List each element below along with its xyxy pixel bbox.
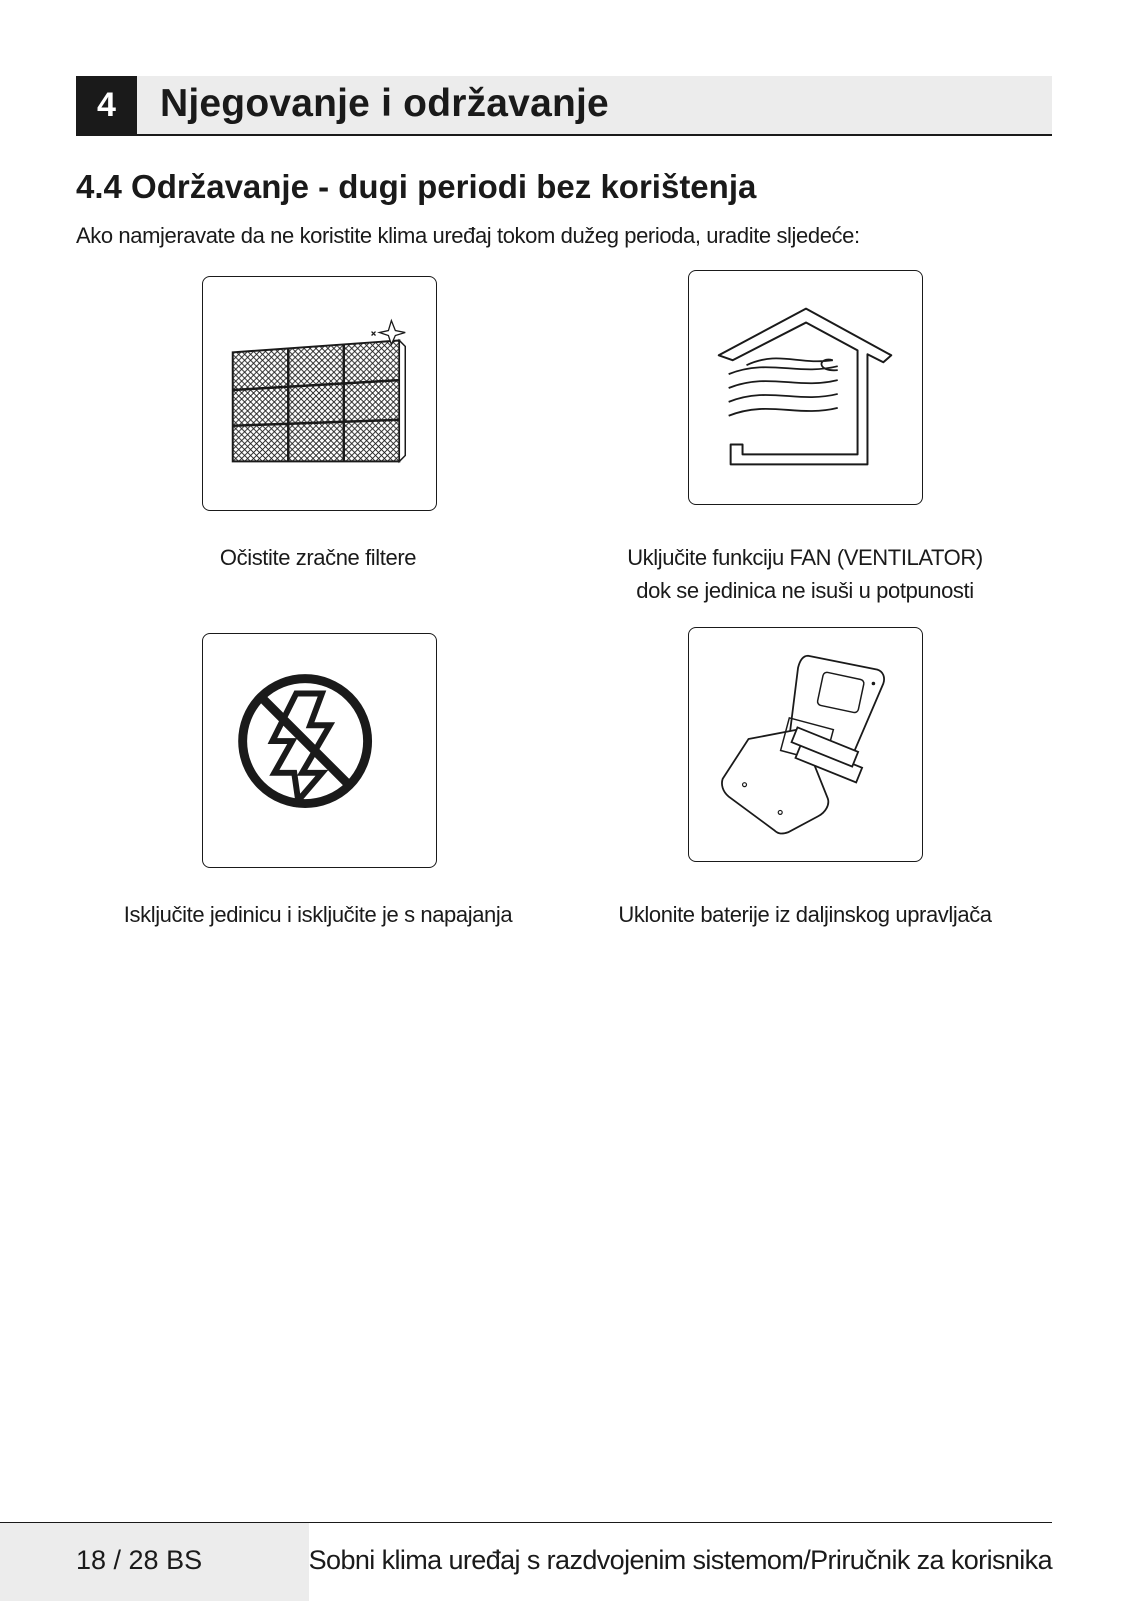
step-caption: [585, 541, 1025, 607]
section-title: 4.4 Održavanje - dugi periodi bez korištenja: [76, 168, 757, 205]
footer-divider: [0, 1522, 1052, 1523]
chapter-number: 4: [76, 76, 137, 134]
step-caption: Isključite jedinicu i isključite je s napajanja: [123, 902, 513, 927]
step-caption: Očistite zračne filtere: [219, 545, 417, 570]
chapter-header: [76, 76, 1052, 136]
step-caption-line: Uključite funkciju FAN (VENTILATOR): [627, 545, 983, 570]
step-caption: Uklonite baterije iz daljinskog upravljača: [618, 902, 992, 927]
remote-battery-icon: [688, 627, 923, 862]
section-intro: Ako namjeravate da ne koristite klima uređaj tokom dužeg perioda, uradite sljedeće:: [76, 223, 860, 248]
step-caption-line: dok se jedinica ne isuši u potpunosti: [636, 578, 974, 603]
house-airflow-icon: [688, 270, 923, 505]
chapter-title: Njegovanje i održavanje: [160, 82, 609, 125]
no-power-icon: [202, 633, 437, 868]
page-number: 18 / 28 BS: [76, 1545, 203, 1575]
air-filter-icon: [202, 276, 437, 511]
footer-title: Sobni klima uređaj s razdvojenim sistemom/Priručnik za korisnika: [308, 1545, 1052, 1575]
